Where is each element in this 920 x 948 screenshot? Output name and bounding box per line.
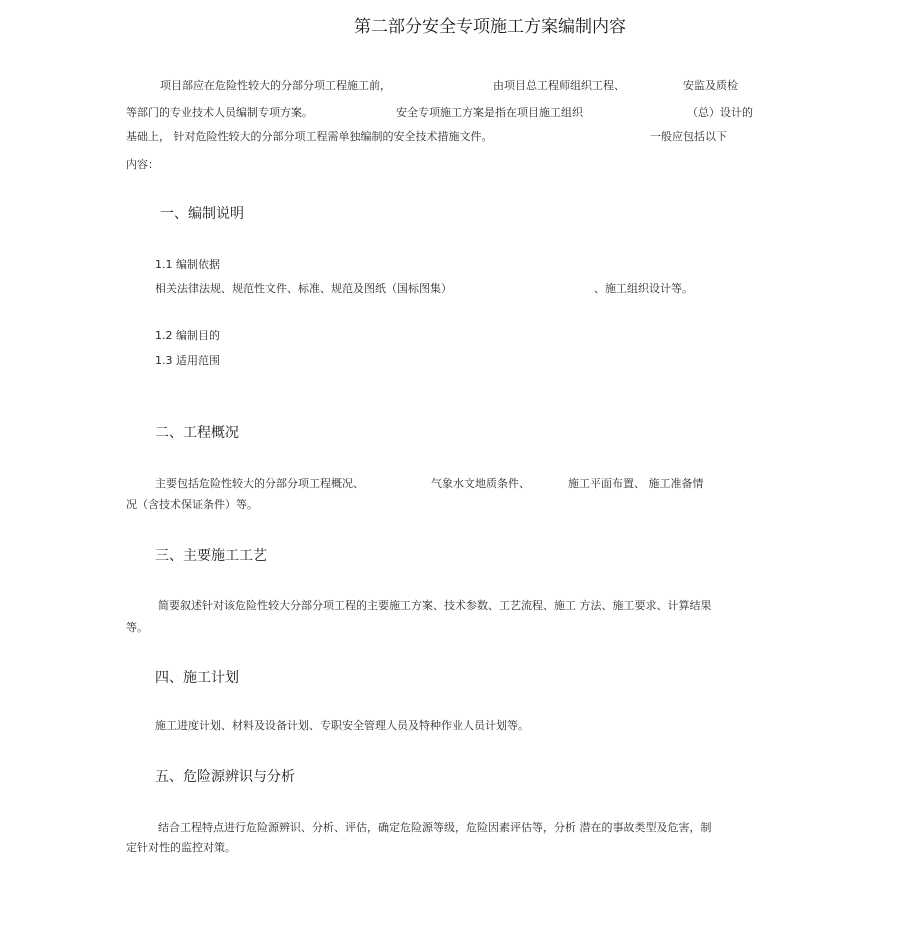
section-1-sub-1: 1.1 编制依据	[155, 258, 220, 271]
intro-line-1b: 由项目总工程师组织工程、	[493, 79, 625, 92]
intro-line-2c: （总）设计的	[687, 106, 753, 119]
section-3-heading: 三、主要施工工艺	[155, 548, 267, 564]
intro-line-2b: 安全专项施工方案是指在项目施工组织	[396, 106, 583, 119]
section-5-line-2: 定针对性的监控对策。	[126, 841, 236, 854]
section-1-sub-3: 1.3 适用范围	[155, 354, 220, 367]
section-2-heading: 二、工程概况	[155, 425, 239, 441]
section-1-heading: 一、编制说明	[160, 206, 244, 222]
section-3-line-2: 等。	[126, 621, 148, 634]
intro-line-1a: 项目部应在危险性较大的分部分项工程施工前，	[160, 79, 391, 92]
section-3-line-1: 简要叙述针对该危险性较大分部分项工程的主要施工方案、技术参数、工艺流程、施工 方法、施工要求、计算结果	[158, 599, 712, 612]
intro-line-2a: 等部门的专业技术人员编制专项方案。	[126, 106, 313, 119]
intro-line-3a: 基础上， 针对危险性较大的分部分项工程需单独编制的安全技术措施文件。	[126, 130, 493, 143]
section-5-line-1: 结合工程特点进行危险源辨识、分析、评估，确定危险源等级，危险因素评估等，分析 潜在的事故类型及危害，制	[158, 821, 712, 834]
section-2-line-1a: 主要包括危险性较大的分部分项工程概况、	[155, 477, 364, 490]
section-2-line-1c: 施工平面布置、 施工准备情	[568, 477, 704, 490]
section-1-body-1b: 、施工组织设计等。	[594, 282, 693, 295]
section-4-line-1: 施工进度计划、材料及设备计划、专职安全管理人员及特种作业人员计划等。	[155, 719, 529, 732]
section-2-line-1b: 气象水文地质条件、	[431, 477, 530, 490]
section-5-heading: 五、危险源辨识与分析	[155, 769, 295, 785]
section-2-line-2: 况（含技术保证条件）等。	[126, 498, 258, 511]
section-1-body-1a: 相关法律法规、规范性文件、标准、规范及图纸（国标图集）	[155, 282, 452, 295]
intro-line-4: 内容：	[126, 158, 159, 171]
section-1-sub-2: 1.2 编制目的	[155, 329, 220, 342]
intro-line-3b: 一般应包括以下	[650, 130, 727, 143]
intro-line-1c: 安监及质检	[683, 79, 738, 92]
section-4-heading: 四、施工计划	[155, 670, 239, 686]
page-title: 第二部分安全专项施工方案编制内容	[354, 17, 626, 37]
